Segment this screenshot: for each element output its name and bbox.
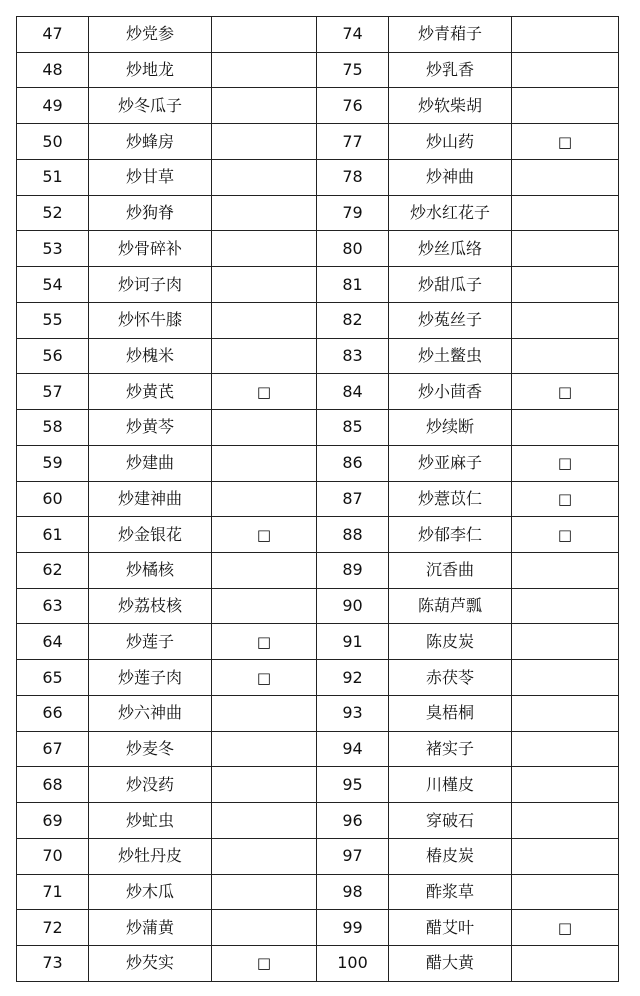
right-number-cell: 75 (317, 52, 389, 88)
right-checkbox-cell (512, 838, 619, 874)
left-number-cell: 51 (17, 159, 89, 195)
left-number-cell: 72 (17, 910, 89, 946)
right-checkbox-cell (512, 338, 619, 374)
right-checkbox-cell (512, 588, 619, 624)
left-number-cell: 47 (17, 17, 89, 53)
right-herb-name-cell: 炒土鳖虫 (389, 338, 512, 374)
table-row (17, 946, 619, 982)
right-checkbox-cell (512, 195, 619, 231)
table-row (17, 88, 619, 124)
left-number-cell: 56 (17, 338, 89, 374)
left-herb-name-cell: 炒党参 (89, 17, 212, 53)
left-checkbox-cell (212, 731, 317, 767)
right-herb-name-cell: 炒亚麻子 (389, 445, 512, 481)
left-herb-name-cell: 炒金银花 (89, 517, 212, 553)
right-checkbox-cell (512, 124, 619, 160)
right-number-cell: 97 (317, 838, 389, 874)
left-checkbox-cell (212, 624, 317, 660)
left-herb-name-cell: 炒橘核 (89, 553, 212, 589)
left-number-cell: 60 (17, 481, 89, 517)
left-checkbox-cell (212, 803, 317, 839)
table-row (17, 195, 619, 231)
table-row (17, 553, 619, 589)
right-checkbox-cell (512, 910, 619, 946)
left-checkbox-cell (212, 302, 317, 338)
right-number-cell: 79 (317, 195, 389, 231)
left-number-cell: 61 (17, 517, 89, 553)
left-number-cell: 57 (17, 374, 89, 410)
left-checkbox-cell (212, 124, 317, 160)
left-checkbox-cell (212, 231, 317, 267)
table-row (17, 231, 619, 267)
left-herb-name-cell: 炒建曲 (89, 445, 212, 481)
left-number-cell: 48 (17, 52, 89, 88)
left-herb-name-cell: 炒黄芪 (89, 374, 212, 410)
right-herb-name-cell: 褚实子 (389, 731, 512, 767)
left-number-cell: 53 (17, 231, 89, 267)
right-checkbox-cell (512, 410, 619, 446)
right-herb-name-cell: 炒续断 (389, 410, 512, 446)
right-herb-name-cell: 酢浆草 (389, 874, 512, 910)
right-herb-name-cell: 穿破石 (389, 803, 512, 839)
right-number-cell: 90 (317, 588, 389, 624)
right-checkbox-cell (512, 517, 619, 553)
right-number-cell: 77 (317, 124, 389, 160)
table-row (17, 481, 619, 517)
left-checkbox-cell (212, 874, 317, 910)
table-row (17, 517, 619, 553)
left-number-cell: 73 (17, 946, 89, 982)
right-checkbox-cell (512, 946, 619, 982)
right-checkbox-cell (512, 553, 619, 589)
left-herb-name-cell: 炒莲子肉 (89, 660, 212, 696)
right-checkbox-cell (512, 231, 619, 267)
right-number-cell: 86 (317, 445, 389, 481)
table-row (17, 588, 619, 624)
right-herb-name-cell: 炒神曲 (389, 159, 512, 195)
left-checkbox-cell (212, 660, 317, 696)
left-herb-name-cell: 炒槐米 (89, 338, 212, 374)
right-number-cell: 87 (317, 481, 389, 517)
table-row (17, 874, 619, 910)
left-checkbox-cell (212, 410, 317, 446)
checkbox-icon: □ (256, 668, 272, 687)
right-checkbox-cell (512, 17, 619, 53)
left-number-cell: 65 (17, 660, 89, 696)
right-number-cell: 78 (317, 159, 389, 195)
right-number-cell: 85 (317, 410, 389, 446)
right-number-cell: 83 (317, 338, 389, 374)
right-checkbox-cell (512, 624, 619, 660)
right-herb-name-cell: 炒软柴胡 (389, 88, 512, 124)
left-herb-name-cell: 炒骨碎补 (89, 231, 212, 267)
left-number-cell: 59 (17, 445, 89, 481)
left-herb-name-cell: 炒芡实 (89, 946, 212, 982)
right-checkbox-cell (512, 445, 619, 481)
left-checkbox-cell (212, 445, 317, 481)
checkbox-icon: □ (557, 525, 573, 544)
right-number-cell: 82 (317, 302, 389, 338)
left-checkbox-cell (212, 910, 317, 946)
left-checkbox-cell (212, 588, 317, 624)
checkbox-icon: □ (557, 489, 573, 508)
left-number-cell: 63 (17, 588, 89, 624)
right-herb-name-cell: 炒青葙子 (389, 17, 512, 53)
left-number-cell: 68 (17, 767, 89, 803)
right-number-cell: 89 (317, 553, 389, 589)
left-herb-name-cell: 炒莲子 (89, 624, 212, 660)
checkbox-icon: □ (256, 632, 272, 651)
left-checkbox-cell (212, 374, 317, 410)
checkbox-icon: □ (256, 525, 272, 544)
right-herb-name-cell: 炒小茴香 (389, 374, 512, 410)
herb-list-table (16, 16, 619, 982)
right-herb-name-cell: 沉香曲 (389, 553, 512, 589)
left-number-cell: 67 (17, 731, 89, 767)
left-herb-name-cell: 炒荔枝核 (89, 588, 212, 624)
table-row (17, 803, 619, 839)
left-checkbox-cell (212, 553, 317, 589)
right-herb-name-cell: 炒薏苡仁 (389, 481, 512, 517)
checkbox-icon: □ (256, 382, 272, 401)
right-checkbox-cell (512, 803, 619, 839)
right-number-cell: 93 (317, 695, 389, 731)
left-herb-name-cell: 炒蒲黄 (89, 910, 212, 946)
left-checkbox-cell (212, 338, 317, 374)
right-checkbox-cell (512, 695, 619, 731)
left-herb-name-cell: 炒地龙 (89, 52, 212, 88)
right-number-cell: 99 (317, 910, 389, 946)
left-checkbox-cell (212, 838, 317, 874)
left-herb-name-cell: 炒没药 (89, 767, 212, 803)
left-checkbox-cell (212, 52, 317, 88)
right-number-cell: 74 (317, 17, 389, 53)
left-number-cell: 69 (17, 803, 89, 839)
left-herb-name-cell: 炒黄芩 (89, 410, 212, 446)
left-herb-name-cell: 炒牡丹皮 (89, 838, 212, 874)
checkbox-icon: □ (557, 454, 573, 473)
right-herb-name-cell: 川槿皮 (389, 767, 512, 803)
right-checkbox-cell (512, 660, 619, 696)
right-herb-name-cell: 炒郁李仁 (389, 517, 512, 553)
left-checkbox-cell (212, 267, 317, 303)
right-number-cell: 76 (317, 88, 389, 124)
left-checkbox-cell (212, 517, 317, 553)
right-checkbox-cell (512, 88, 619, 124)
right-checkbox-cell (512, 481, 619, 517)
left-herb-name-cell: 炒麦冬 (89, 731, 212, 767)
table-row (17, 302, 619, 338)
right-herb-name-cell: 炒水红花子 (389, 195, 512, 231)
right-checkbox-cell (512, 159, 619, 195)
table-row (17, 838, 619, 874)
left-herb-name-cell: 炒诃子肉 (89, 267, 212, 303)
table-row (17, 52, 619, 88)
left-checkbox-cell (212, 767, 317, 803)
right-herb-name-cell: 炒乳香 (389, 52, 512, 88)
left-herb-name-cell: 炒六神曲 (89, 695, 212, 731)
left-checkbox-cell (212, 695, 317, 731)
left-number-cell: 70 (17, 838, 89, 874)
right-number-cell: 80 (317, 231, 389, 267)
left-number-cell: 55 (17, 302, 89, 338)
right-checkbox-cell (512, 731, 619, 767)
table-row (17, 124, 619, 160)
checkbox-icon: □ (256, 954, 272, 973)
left-number-cell: 64 (17, 624, 89, 660)
left-checkbox-cell (212, 17, 317, 53)
table-row (17, 695, 619, 731)
right-number-cell: 81 (317, 267, 389, 303)
table-row (17, 910, 619, 946)
left-number-cell: 58 (17, 410, 89, 446)
right-herb-name-cell: 赤茯苓 (389, 660, 512, 696)
right-herb-name-cell: 陈葫芦瓢 (389, 588, 512, 624)
table-row (17, 767, 619, 803)
left-checkbox-cell (212, 481, 317, 517)
herb-table-body (17, 17, 619, 982)
right-herb-name-cell: 醋艾叶 (389, 910, 512, 946)
right-number-cell: 92 (317, 660, 389, 696)
checkbox-icon: □ (557, 132, 573, 151)
right-number-cell: 91 (317, 624, 389, 660)
checkbox-icon: □ (557, 918, 573, 937)
left-herb-name-cell: 炒木瓜 (89, 874, 212, 910)
right-number-cell: 94 (317, 731, 389, 767)
right-number-cell: 84 (317, 374, 389, 410)
table-row (17, 159, 619, 195)
table-row (17, 445, 619, 481)
left-number-cell: 54 (17, 267, 89, 303)
right-checkbox-cell (512, 302, 619, 338)
left-herb-name-cell: 炒建神曲 (89, 481, 212, 517)
right-herb-name-cell: 陈皮炭 (389, 624, 512, 660)
right-herb-name-cell: 炒甜瓜子 (389, 267, 512, 303)
left-herb-name-cell: 炒冬瓜子 (89, 88, 212, 124)
table-row (17, 410, 619, 446)
right-number-cell: 100 (317, 946, 389, 982)
right-herb-name-cell: 炒丝瓜络 (389, 231, 512, 267)
table-row (17, 660, 619, 696)
right-number-cell: 96 (317, 803, 389, 839)
left-checkbox-cell (212, 159, 317, 195)
right-checkbox-cell (512, 874, 619, 910)
left-herb-name-cell: 炒蜂房 (89, 124, 212, 160)
table-row (17, 731, 619, 767)
table-row (17, 17, 619, 53)
table-row (17, 267, 619, 303)
left-herb-name-cell: 炒甘草 (89, 159, 212, 195)
right-herb-name-cell: 炒菟丝子 (389, 302, 512, 338)
right-number-cell: 88 (317, 517, 389, 553)
left-number-cell: 62 (17, 553, 89, 589)
left-checkbox-cell (212, 946, 317, 982)
left-herb-name-cell: 炒虻虫 (89, 803, 212, 839)
table-row (17, 624, 619, 660)
left-number-cell: 49 (17, 88, 89, 124)
left-number-cell: 71 (17, 874, 89, 910)
right-herb-name-cell: 炒山药 (389, 124, 512, 160)
checkbox-icon: □ (557, 382, 573, 401)
left-checkbox-cell (212, 195, 317, 231)
left-checkbox-cell (212, 88, 317, 124)
table-row (17, 374, 619, 410)
right-checkbox-cell (512, 267, 619, 303)
right-herb-name-cell: 臭梧桐 (389, 695, 512, 731)
right-number-cell: 95 (317, 767, 389, 803)
left-number-cell: 66 (17, 695, 89, 731)
right-checkbox-cell (512, 767, 619, 803)
right-herb-name-cell: 椿皮炭 (389, 838, 512, 874)
left-herb-name-cell: 炒怀牛膝 (89, 302, 212, 338)
right-checkbox-cell (512, 374, 619, 410)
table-row (17, 338, 619, 374)
right-number-cell: 98 (317, 874, 389, 910)
right-checkbox-cell (512, 52, 619, 88)
right-herb-name-cell: 醋大黄 (389, 946, 512, 982)
left-number-cell: 52 (17, 195, 89, 231)
left-herb-name-cell: 炒狗脊 (89, 195, 212, 231)
left-number-cell: 50 (17, 124, 89, 160)
